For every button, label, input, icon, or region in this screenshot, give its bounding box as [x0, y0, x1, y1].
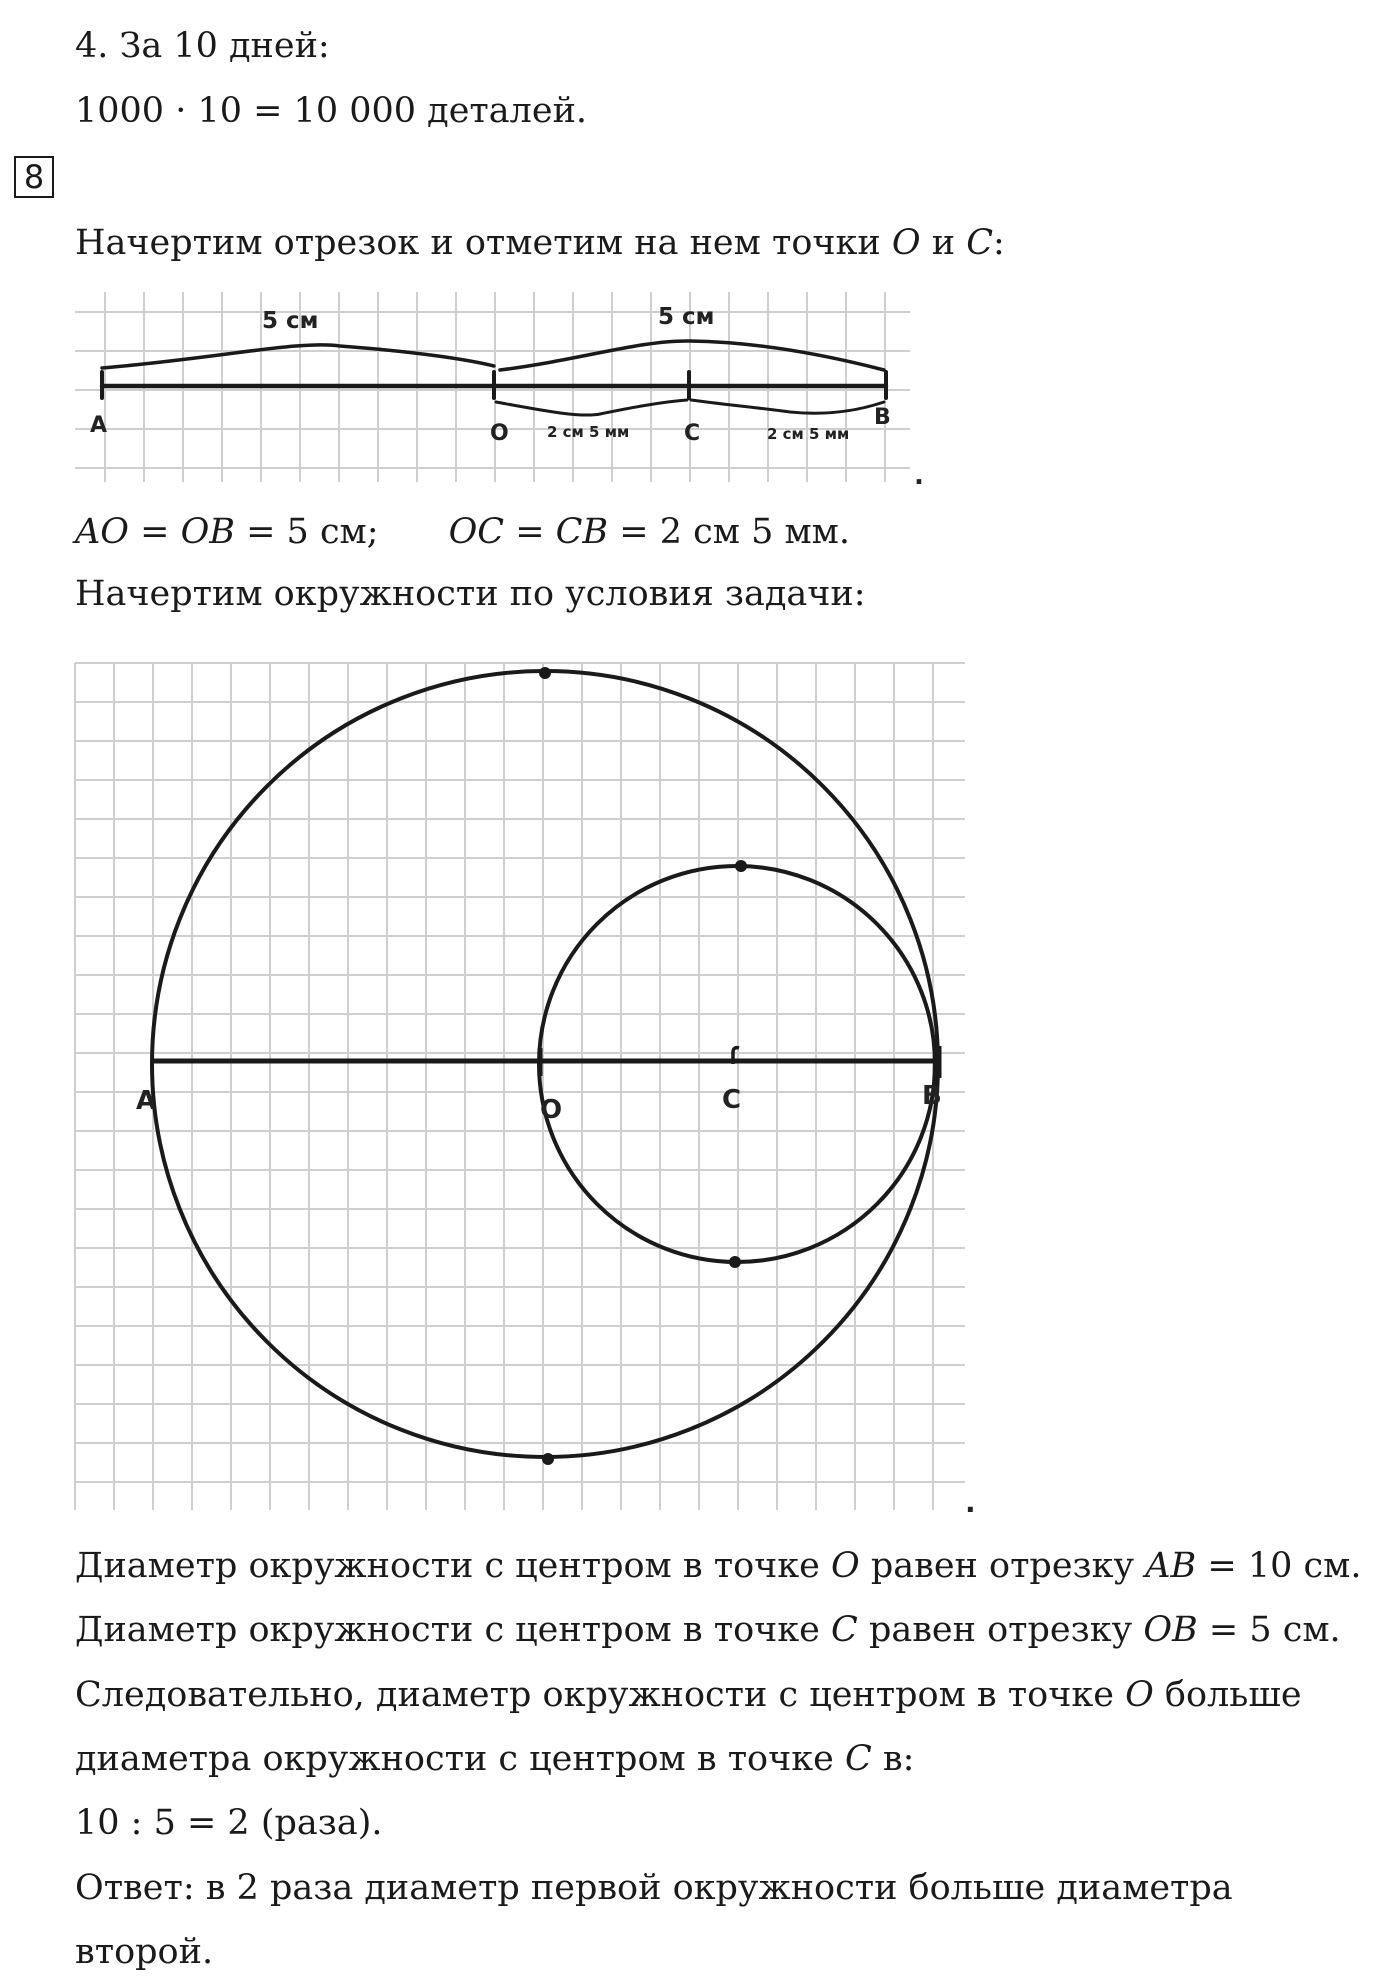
dot-top-small — [735, 860, 747, 872]
point-label-c-big: C — [722, 1085, 742, 1115]
conclusion-line-2: диаметра окружности с центром в точке C в: — [75, 1739, 915, 1779]
answer-line-2: второй. — [75, 1932, 214, 1972]
dot-bottom-big — [542, 1453, 554, 1465]
segment-intro-text: Начертим отрезок и отметим на нем точки O и C: — [75, 223, 1005, 263]
segment-equations: AO = OB = 5 см; OC = CB = 2 см 5 мм. — [75, 512, 851, 552]
point-label-o: O — [490, 421, 509, 446]
label-2cm5mm-2: 2 см 5 мм — [767, 425, 850, 443]
diameter-statement-2: Диаметр окружности с центром в точке C равен отрезку OB = 5 см. — [75, 1610, 1341, 1650]
point-label-b-big: B — [922, 1081, 942, 1111]
label-5cm-1: 5 см — [262, 308, 319, 334]
circle-grid — [75, 663, 965, 1510]
trailing-dot-big: . — [965, 1486, 976, 1519]
point-label-a-big: A — [136, 1086, 157, 1116]
point-label-b: B — [874, 405, 891, 430]
circles-intro-text: Начертим окружности по условия задачи: — [75, 574, 866, 614]
task-number-badge: 8 — [14, 156, 54, 198]
point-label-a: A — [90, 413, 108, 438]
diameter-statement-1: Диаметр окружности с центром в точке O равен отрезку AB = 10 см. — [75, 1546, 1362, 1586]
answer-line-1: Ответ: в 2 раза диаметр первой окружности больше диаметра — [75, 1868, 1233, 1908]
label-5cm-2: 5 см — [658, 304, 715, 330]
trailing-dot: . — [914, 461, 924, 491]
conclusion-line-1: Следовательно, диаметр окружности с центром в точке O больше — [75, 1675, 1302, 1715]
label-2cm5mm-1: 2 см 5 мм — [547, 423, 630, 441]
calculation: 10 : 5 = 2 (раза). — [75, 1803, 383, 1843]
point-label-c: C — [684, 421, 701, 446]
point-label-o-big: O — [540, 1095, 563, 1125]
text-line-2: 1000 · 10 = 10 000 деталей. — [75, 91, 588, 131]
dot-bottom-small — [729, 1256, 741, 1268]
text-line-1: 4. За 10 дней: — [75, 26, 330, 66]
dot-top-big — [539, 667, 551, 679]
